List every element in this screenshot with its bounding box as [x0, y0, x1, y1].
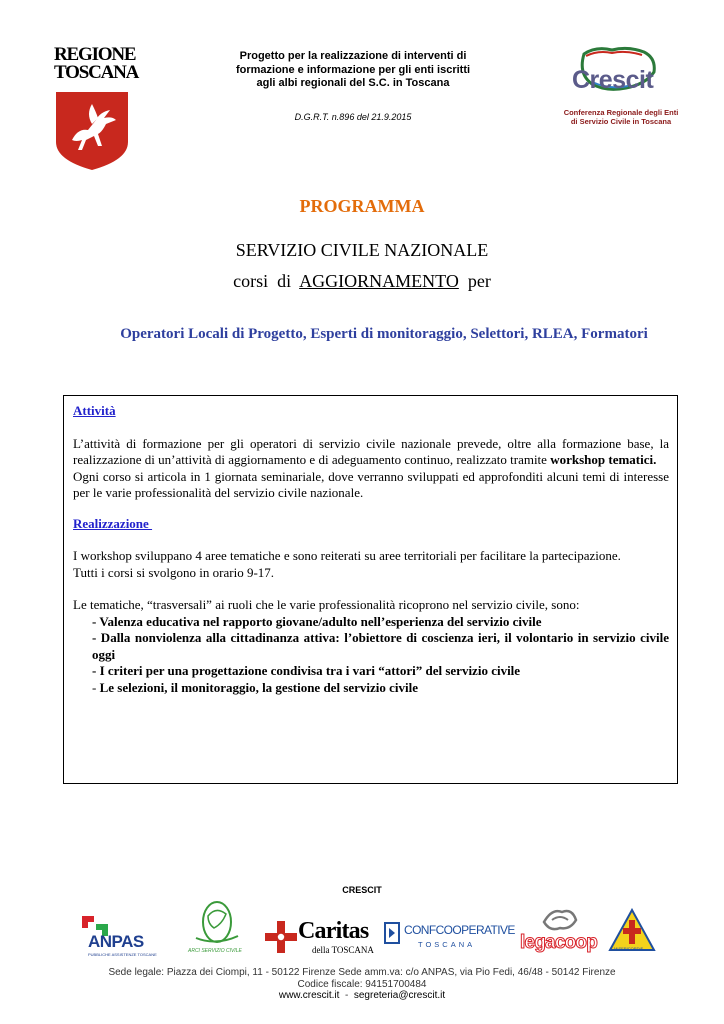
contact-line: www.crescit.it - segreteria@crescit.it — [278, 990, 446, 1001]
crescit-subtitle: Conferenza Regionale degli Enti di Servizio Civile in Toscana — [563, 108, 679, 126]
legacoop-wordmark: legacoop — [520, 932, 598, 953]
pegasus-shield-icon — [52, 90, 136, 177]
anpas-logo — [74, 912, 166, 958]
misericordie-logo — [608, 908, 656, 958]
project-line: formazione e informazione per gli enti iscritti — [235, 63, 471, 76]
handshake-icon — [540, 904, 580, 934]
servizio-civile-title: SERVIZIO CIVILE NAZIONALE — [235, 240, 489, 260]
caritas-cross-icon — [264, 920, 298, 954]
theme-item: - Le selezioni, il monitoraggio, la gestione del servizio civile — [92, 679, 419, 695]
theme-item: - Valenza educativa nel rapporto giovane/adulto nell’esperienza del servizio civile — [92, 613, 542, 629]
aggiornamento-word: AGGIORNAMENTO — [299, 271, 459, 291]
project-description — [200, 50, 506, 91]
project-line: Progetto per la realizzazione di interventi di — [239, 50, 467, 62]
theme-item: - Dalla nonviolenza alla cittadinanza attiva: l’obiettore di coscienza ieri, il volontario in servizio civile oggi — [92, 630, 669, 662]
arci-subtitle: ARCI SERVIZIO CIVILE — [188, 948, 242, 954]
corsi-title: corsi di AGGIORNAMENTO per — [233, 271, 491, 291]
regione-toscana-logo — [52, 44, 139, 177]
attivita-paragraph: L’attività di formazione per gli operatori di servizio civile nazionale prevede, oltre alla formazione base, la realizzazione di un’attività di aggiornamento e di adeguamento continuo, realizzato tramite workshop tematici. — [73, 435, 669, 467]
programme-content-box — [63, 395, 678, 784]
footer-address — [0, 967, 724, 1002]
anpas-wordmark: ANPAS — [88, 932, 144, 951]
dove-icon — [186, 898, 248, 950]
email-link[interactable]: segreteria@crescit.it — [353, 990, 446, 1001]
fiscal-code: Codice fiscale: 94151700484 — [297, 978, 427, 990]
attivita-paragraph-2: Ogni corso si articola in 1 giornata seminariale, dove verranno sviluppati ed approfonditi alcuni temi di interesse per le varie professionalità del servizio civile nazionale. — [73, 468, 669, 500]
realizzazione-heading: Realizzazione — [73, 515, 153, 531]
region-logo-line2: TOSCANA — [54, 62, 139, 83]
realizzazione-paragraph: I workshop sviluppano 4 aree tematiche e sono reiterati su aree territoriali per facilitare la partecipazione. — [73, 548, 621, 563]
arci-servizio-civile-logo — [186, 898, 248, 960]
misericordie-subtitle: MISERICORDIE — [614, 946, 644, 951]
confcooperative-logo — [384, 922, 515, 956]
caritas-wordmark: Caritas — [298, 918, 369, 944]
crescit-wordmark: Crescit — [572, 66, 654, 94]
caritas-subtitle: della TOSCANA — [312, 945, 374, 955]
region-logo-line1: REGIONE — [54, 44, 136, 65]
caritas-toscana-logo — [264, 918, 374, 958]
target-audience-title: Operatori Locali di Progetto, Esperti di monitoraggio, Selettori, RLEA, Formatori — [120, 326, 648, 342]
website-link[interactable]: www.crescit.it — [278, 990, 340, 1001]
dgrt-reference: D.G.R.T. n.896 del 21.9.2015 — [294, 112, 412, 122]
project-line: agli albi regionali del S.C. in Toscana — [256, 77, 450, 89]
programma-title: PROGRAMMA — [299, 196, 425, 216]
attivita-heading: Attività — [73, 403, 116, 418]
confcooperative-mark-icon — [384, 922, 400, 944]
anpas-subtitle: PUBBLICHE ASSISTENZE TOSCANE — [88, 952, 157, 957]
orario-paragraph: Tutti i corsi si svolgono in orario 9-17. — [73, 564, 275, 580]
legacoop-logo — [520, 904, 600, 960]
theme-item: - I criteri per una progettazione condivisa tra i vari “attori” del servizio civile — [92, 663, 521, 678]
confcooperative-subtitle: TOSCANA — [418, 940, 476, 949]
tematiche-intro: Le tematiche, “trasversali” ai ruoli che le varie professionalità ricoprono nel servizio civile, sono: — [73, 597, 580, 612]
address-line: Sede legale: Piazza dei Ciompi, 11 - 50122 Firenze Sede amm.va: c/o ANPAS, via Pio Fedi, 46/48 - 50142 Firenze — [108, 967, 616, 978]
footer-crescit-title: CRESCIT — [342, 885, 382, 895]
confcooperative-wordmark: CONFCOOPERATIVE — [404, 923, 515, 937]
